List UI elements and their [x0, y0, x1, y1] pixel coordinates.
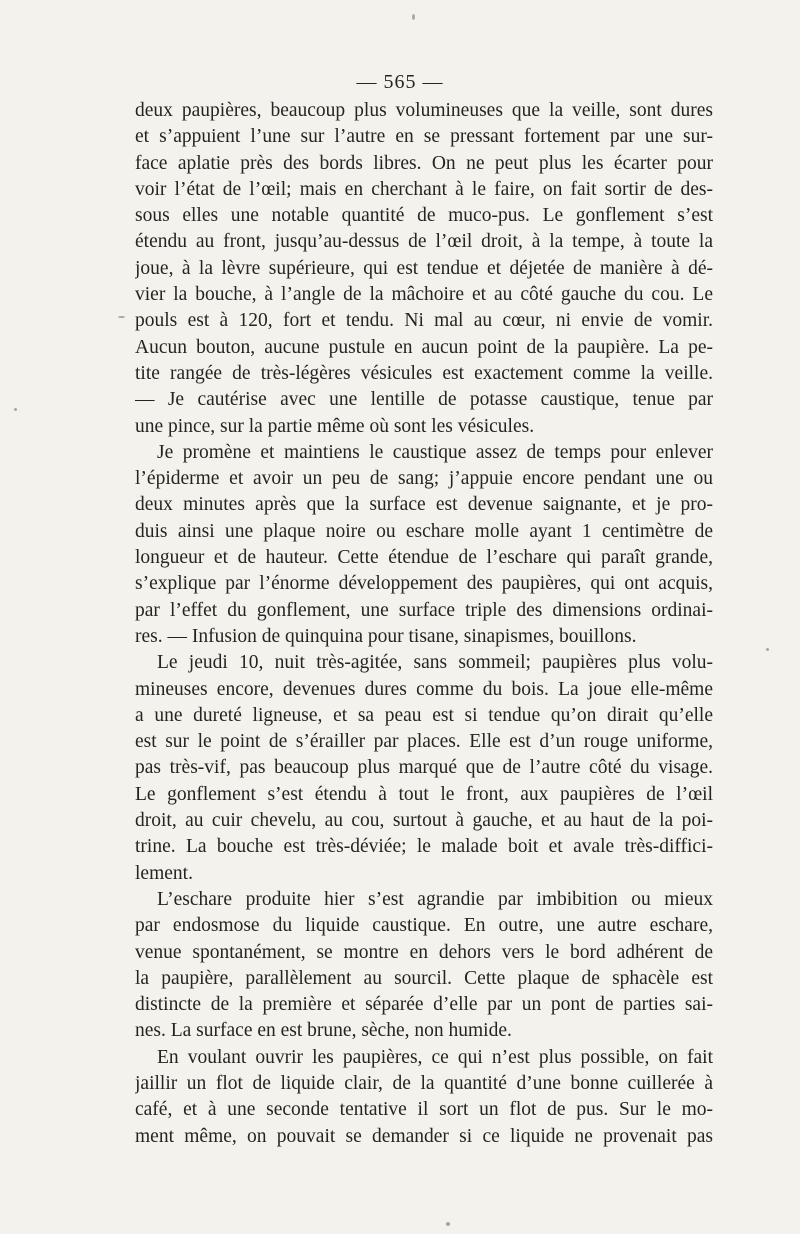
paper-speck: [14, 408, 17, 411]
text-line: face aplatie près des bords libres. On ne peut plus les écarter pour: [135, 152, 713, 174]
page-number: — 565 —: [356, 71, 444, 93]
text-line: a une dureté ligneuse, et sa peau est si tendue qu’on dirait qu’elle: [135, 704, 713, 726]
text-line: joue, à la lèvre supérieure, qui est tendue et déjetée de manière à dé-: [135, 257, 713, 279]
text-line: Aucun bouton, aucune pustule en aucun point de la paupière. La pe-: [135, 336, 713, 358]
text-line: café, et à une seconde tentative il sort un flot de pus. Sur le mo-: [135, 1099, 713, 1121]
paper-speck: [766, 648, 769, 651]
text-line: tite rangée de très-légères vésicules est exactement comme la veille.: [135, 362, 713, 384]
text-line: distincte de la première et séparée d’elle par un pont de parties sai-: [135, 994, 713, 1016]
text-line: deux paupières, beaucoup plus volumineuses que la veille, sont dures: [135, 100, 713, 121]
text-line: voir l’état de l’œil; mais en cherchant à le faire, on fait sortir de des-: [135, 178, 713, 200]
paper-speck: [446, 1222, 450, 1226]
text-line: Je promène et maintiens le caustique assez de temps pour enlever: [157, 441, 713, 463]
text-line: pouls est à 120, fort et tendu. Ni mal au cœur, ni envie de vomir.: [135, 310, 713, 332]
text-line: deux minutes après que la surface est devenue saignante, et je pro-: [135, 494, 713, 516]
text-line: s’explique par l’énorme développement des paupières, qui ont acquis,: [135, 573, 713, 595]
text-line: res. — Infusion de quinquina pour tisane, sinapismes, bouillons.: [135, 625, 637, 647]
text-line: — Je cautérise avec une lentille de potasse caustique, tenue par: [135, 389, 713, 411]
text-line: ment même, on pouvait se demander si ce liquide ne provenait pas: [135, 1125, 713, 1147]
text-line: trine. La bouche est très-déviée; le malade boit et avale très-diffici-: [135, 836, 713, 858]
text-line: et s’appuient l’une sur l’autre en se pressant fortement par une sur-: [135, 126, 713, 148]
text-line: longueur et de hauteur. Cette étendue de l’eschare qui paraît grande,: [135, 547, 713, 569]
text-line: duis ainsi une plaque noire ou eschare molle ayant 1 centimètre de: [135, 520, 713, 542]
text-line: lement.: [135, 862, 193, 884]
body-text: [135, 98, 713, 1150]
text-line: Le gonflement s’est étendu à tout le front, aux paupières de l’œil: [135, 783, 713, 805]
paper-speck: [412, 14, 415, 20]
text-line: L’eschare produite hier s’est agrandie par imbibition ou mieux: [157, 888, 713, 910]
text-line: par l’effet du gonflement, une surface triple des dimensions ordinai-: [135, 599, 713, 621]
text-line: venue spontanément, se montre en dehors vers le bord adhérent de: [135, 941, 713, 963]
text-line: vier la bouche, à l’angle de la mâchoire et au côté gauche du cou. Le: [135, 284, 713, 306]
text-line: En voulant ouvrir les paupières, ce qui n’est plus possible, on fait: [157, 1046, 713, 1068]
text-line: est sur le point de s’érailler par places. Elle est d’un rouge uniforme,: [135, 731, 713, 753]
text-line: une pince, sur la partie même où sont les vésicules.: [135, 415, 535, 437]
paper-speck: [118, 316, 125, 318]
text-line: mineuses encore, devenues dures comme du bois. La joue elle-même: [135, 678, 713, 700]
text-line: par endosmose du liquide caustique. En outre, une autre eschare,: [135, 915, 713, 937]
text-line: Le jeudi 10, nuit très-agitée, sans sommeil; paupières plus volu-: [157, 652, 713, 674]
text-line: jaillir un flot de liquide clair, de la quantité d’une bonne cuillerée à: [135, 1072, 713, 1094]
text-line: droit, au cuir chevelu, au cou, surtout à gauche, et au haut de la poi-: [135, 810, 713, 832]
text-line: l’épiderme et avoir un peu de sang; j’appuie encore pendant une ou: [135, 468, 713, 490]
text-line: sous elles une notable quantité de muco-pus. Le gonflement s’est: [135, 205, 713, 227]
text-line: étendu au front, jusqu’au-dessus de l’œil droit, à la tempe, à toute la: [135, 231, 713, 253]
text-line: la paupière, parallèlement au sourcil. Cette plaque de sphacèle est: [135, 967, 713, 989]
text-line: nes. La surface en est brune, sèche, non humide.: [135, 1020, 512, 1042]
text-line: pas très-vif, pas beaucoup plus marqué que de l’autre côté du visage.: [135, 757, 713, 779]
